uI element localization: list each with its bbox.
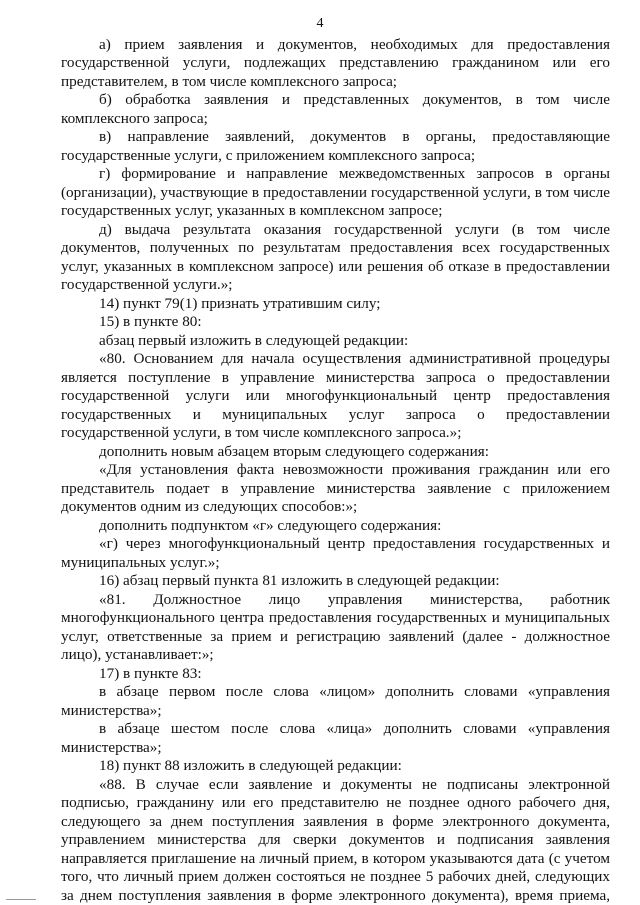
- text-line: государственной услуги, подлежащих представлению гражданином или его: [61, 54, 610, 71]
- text-line: абзац первый изложить в следующей редакции:: [99, 331, 409, 349]
- text-line: «80. Основанием для начала осуществления административной процедуры: [99, 350, 610, 367]
- text-line: государственной услуги или многофункциональный центр предоставления: [61, 387, 610, 404]
- text-line: лицо), устанавливает:»;: [61, 646, 214, 663]
- text-line: в абзаце первом после слова «лицом» дополнить словами «управления: [99, 683, 610, 700]
- text-line: услуг, ответственные за прием и регистрацию заявлений (далее - должностное: [61, 627, 610, 645]
- text-line: комплексного запроса;: [61, 109, 208, 127]
- text-line: следующего за днем поступления заявления в форме электронного документа,: [61, 812, 610, 830]
- page-number: 4: [316, 16, 324, 31]
- text-line: 18) пункт 88 изложить в следующей редакции:: [99, 757, 402, 774]
- text-line: того, что личный прием должен состояться не позднее 5 рабочих дней, следующих: [61, 868, 610, 885]
- text-line: направляется приглашение на личный прием, в котором указываются дата (с учетом: [61, 849, 610, 867]
- text-line: д) выдача результата оказания государственной услуги (в том числе: [99, 220, 610, 238]
- text-line: услуг, указанных в комплексном запросе) или решения об отказе в предоставлении: [61, 257, 610, 275]
- text-line: «88. В случае если заявление и документы не подписаны электронной: [99, 775, 610, 793]
- text-line: документов одним из следующих способов:»;: [61, 498, 358, 515]
- text-line: многофункционального центра предоставления государственных и муниципальных: [61, 609, 610, 626]
- text-line: является поступление в управление министерства запроса о предоставлении: [61, 368, 610, 386]
- text-line: в абзаце шестом после слова «лица» дополнить словами «управления: [99, 720, 610, 737]
- scan-edge-mark: [6, 899, 36, 900]
- text-line: «Для установления факта невозможности проживания гражданин или его: [99, 461, 610, 478]
- text-line: дополнить подпунктом «г» следующего содержания:: [99, 516, 442, 534]
- text-line: представитель подает в управление министерства заявление с приложением: [61, 479, 610, 497]
- document-body: [61, 36, 610, 905]
- text-line: в) направление заявлений, документов в органы, предоставляющие: [99, 128, 610, 145]
- text-line: 15) в пункте 80:: [99, 313, 202, 330]
- text-line: государственные услуги, с приложением комплексного запроса;: [61, 146, 476, 164]
- text-line: а) прием заявления и документов, необходимых для предоставления: [99, 35, 610, 53]
- text-line: 16) абзац первый пункта 81 изложить в следующей редакции:: [99, 572, 500, 589]
- text-line: государственной услуги, в том числе комплексного запроса.»;: [61, 424, 462, 441]
- text-line: г) формирование и направление межведомственных запросов в органы: [99, 165, 610, 182]
- text-line: «81. Должностное лицо управления министерства, работник: [99, 590, 610, 608]
- text-line: управлением министерства для сверки документов и подписания заявления: [61, 831, 610, 848]
- text-line: государственных и муниципальных услуг запроса о предоставлении: [61, 405, 610, 423]
- text-line: представителем, в том числе комплексного запроса;: [61, 72, 398, 90]
- text-line: (организации), участвующие в предоставлении государственной услуги, в том числе: [61, 183, 610, 201]
- text-line: за днем поступления заявления в форме электронного документа), время приема,: [61, 886, 610, 904]
- text-line: министерства»;: [61, 738, 162, 756]
- text-line: министерства»;: [61, 701, 162, 719]
- text-line: документов, полученных по результатам предоставления всех государственных: [61, 239, 610, 256]
- text-line: б) обработка заявления и представленных документов, в том числе: [99, 91, 610, 108]
- text-line: 17) в пункте 83:: [99, 664, 202, 682]
- text-line: государственной услуги.»;: [61, 276, 233, 293]
- text-line: «г) через многофункциональный центр предоставления государственных и: [99, 535, 610, 552]
- text-line: дополнить новым абзацем вторым следующего содержания:: [99, 442, 489, 460]
- text-line: подписью, гражданину или его представителю не позднее одного рабочего дня,: [61, 794, 610, 811]
- text-line: 14) пункт 79(1) признать утратившим силу;: [99, 294, 381, 312]
- text-line: муниципальных услуг.»;: [61, 553, 220, 571]
- text-line: государственных услуг, указанных в комплексном запросе;: [61, 202, 443, 219]
